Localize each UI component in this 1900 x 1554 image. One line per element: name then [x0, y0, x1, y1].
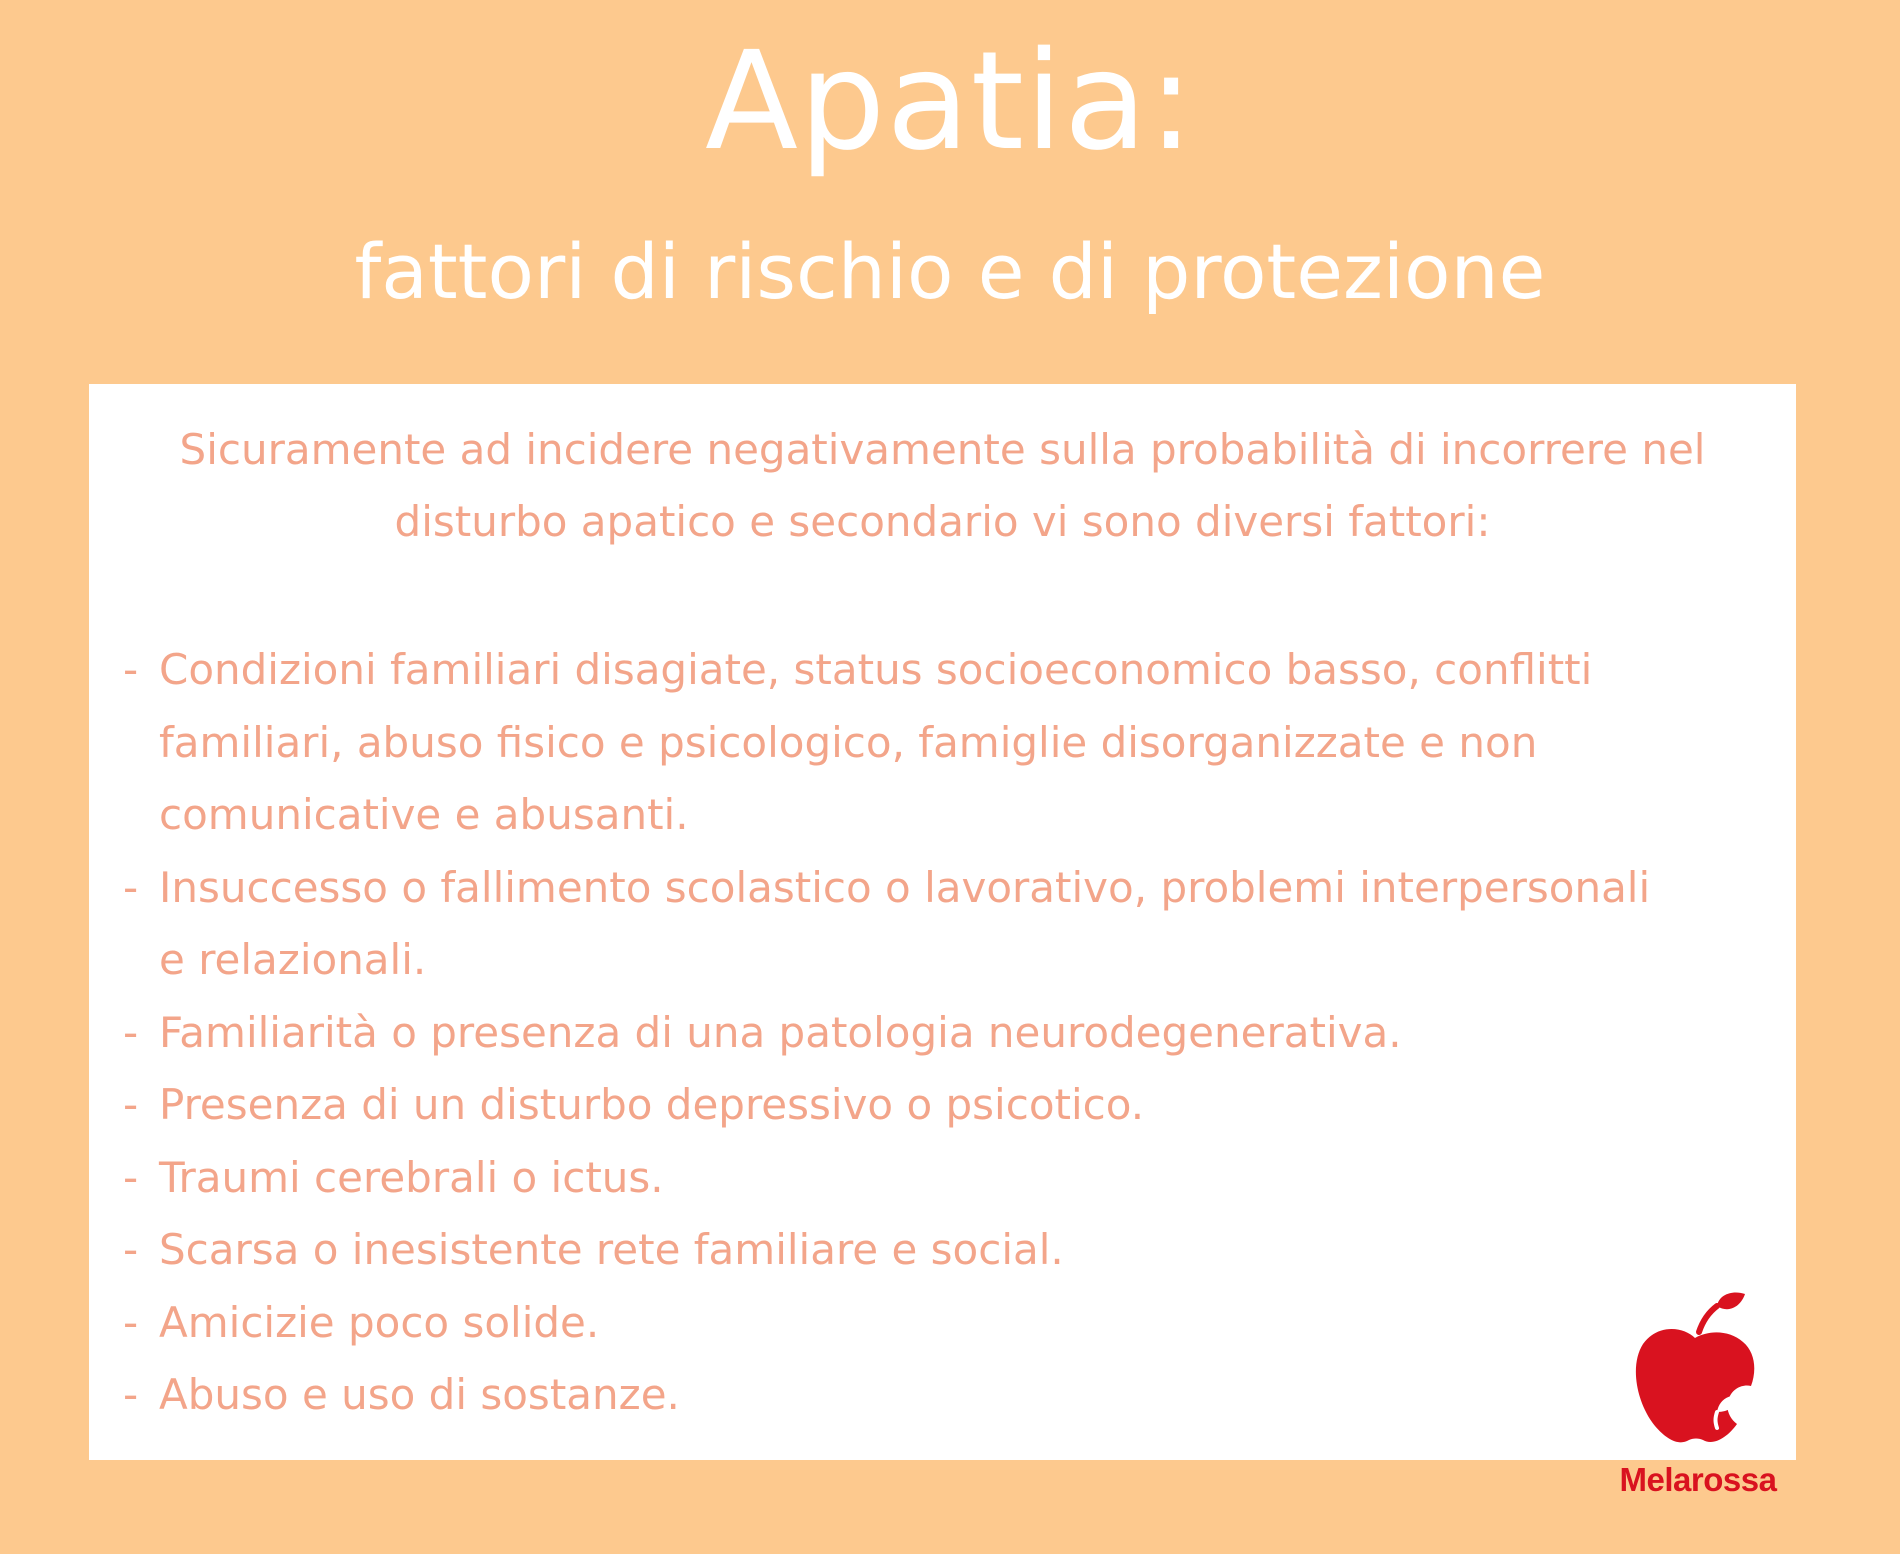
list-item-line: Amicizie poco solide.: [159, 1297, 600, 1347]
brand-name: Melarossa: [1619, 1461, 1777, 1498]
bullet-dash: -: [123, 862, 139, 912]
list-item-line: Insuccesso o fallimento scolastico o lavorativo, problemi interpersonali: [159, 862, 1651, 912]
list-item: [123, 1142, 1783, 1215]
bullet-dash: -: [123, 1297, 139, 1347]
list-item: [123, 997, 1783, 1070]
melarossa-logo: [1603, 1290, 1803, 1515]
bullet-dash: -: [123, 1152, 139, 1202]
list-item: [123, 634, 1783, 852]
intro-text: Sicuramente ad incidere negativamente sulla probabilità di incorrere nel disturbo apatico e secondario vi sono diversi fattori:: [179, 425, 1706, 546]
page-subtitle: fattori di rischio e di protezione: [354, 227, 1546, 316]
bullet-dash: -: [123, 1225, 139, 1274]
content-panel: [89, 384, 1796, 1460]
bullet-dash: -: [123, 1080, 139, 1129]
list-item-line: familiari, abuso fisico e psicologico, famiglie disorganizzate e non: [159, 717, 1538, 767]
list-item: [123, 1069, 1783, 1142]
list-item-line: Presenza di un disturbo depressivo o psicotico.: [159, 1080, 1145, 1129]
risk-factor-list: [123, 634, 1783, 1432]
list-item-line: Scarsa o inesistente rete familiare e social.: [159, 1225, 1064, 1274]
apple-icon: [1633, 1290, 1758, 1450]
list-item: [123, 1359, 1783, 1432]
list-item-line: comunicative e abusanti.: [159, 790, 689, 839]
list-item: [123, 852, 1783, 997]
list-item-line: e relazionali.: [159, 935, 427, 984]
list-item-line: Condizioni familiari disagiate, status socioeconomico basso, conflitti: [159, 645, 1593, 694]
page-title: Apatia:: [705, 23, 1195, 181]
list-item-line: Abuso e uso di sostanze.: [159, 1370, 680, 1419]
bullet-dash: -: [123, 1007, 139, 1057]
bullet-dash: -: [123, 1370, 139, 1419]
list-item-line: Familiarità o presenza di una patologia neurodegenerativa.: [159, 1007, 1402, 1057]
bullet-dash: -: [123, 645, 139, 694]
list-item: [123, 1214, 1783, 1287]
list-item-line: Traumi cerebrali o ictus.: [159, 1152, 664, 1202]
list-item: [123, 1287, 1783, 1360]
